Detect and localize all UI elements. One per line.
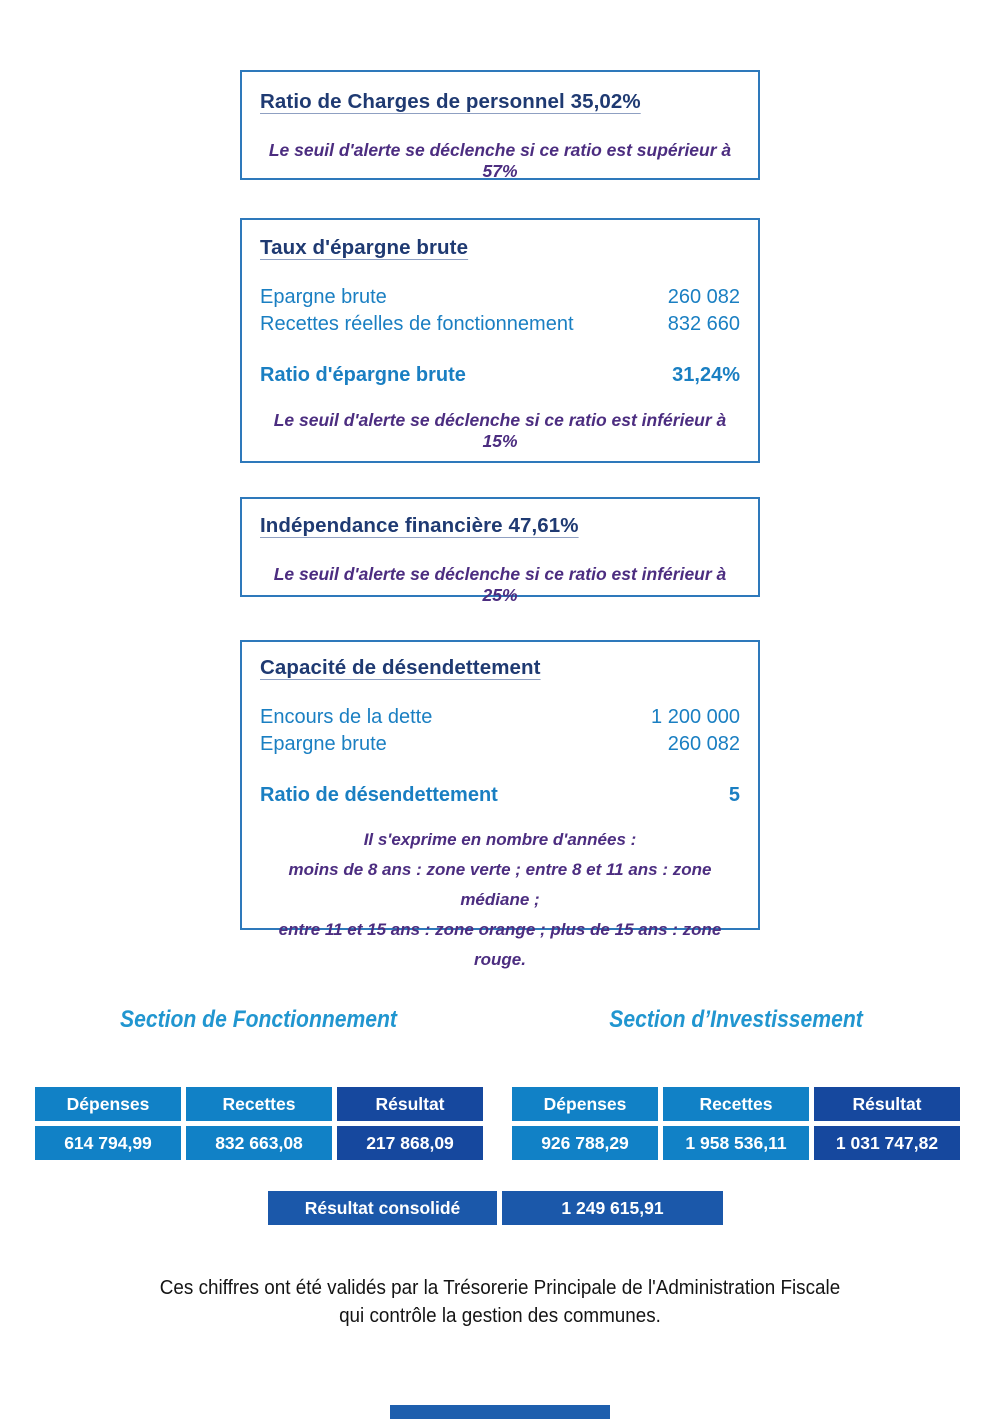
data-row bbox=[260, 731, 740, 758]
years-zones-note bbox=[260, 825, 740, 975]
depenses-value: 926 788,29 bbox=[512, 1126, 658, 1160]
row-value: 260 082 bbox=[667, 733, 740, 755]
recettes-value: 832 663,08 bbox=[186, 1126, 332, 1160]
ratio-value: 31,24% bbox=[672, 364, 740, 386]
alert-threshold-note: Le seuil d'alerte se déclenche si ce ratio est inférieur à 15% bbox=[273, 410, 727, 451]
alert-threshold-note: Le seuil d'alerte se déclenche si ce ratio est inférieur à 25% bbox=[273, 564, 727, 605]
consolidated-result-bar bbox=[268, 1191, 723, 1225]
operating-section-table bbox=[35, 1087, 483, 1160]
alert-threshold-note: Le seuil d'alerte se déclenche si ce ratio est supérieur à 57% bbox=[268, 140, 732, 181]
debt-reduction-capacity-box bbox=[240, 640, 760, 969]
column-header-resultat: Résultat bbox=[814, 1087, 960, 1121]
personnel-charges-ratio-box bbox=[240, 70, 760, 180]
row-label: Epargne brute bbox=[260, 286, 387, 308]
bottom-page-band bbox=[390, 1405, 610, 1419]
row-value: 260 082 bbox=[667, 286, 740, 308]
column-header-recettes: Recettes bbox=[186, 1087, 332, 1121]
column-header-depenses: Dépenses bbox=[35, 1087, 181, 1121]
box-title: Ratio de Charges de personnel 35,02% bbox=[260, 90, 641, 113]
box-title: Indépendance financière 47,61% bbox=[260, 514, 579, 537]
investment-section-table bbox=[512, 1087, 960, 1160]
box-title: Taux d'épargne brute bbox=[260, 236, 469, 259]
gross-savings-rate-box bbox=[240, 218, 760, 463]
note-line: moins de 8 ans : zone verte ; entre 8 et 11 ans : zone médiane ; bbox=[288, 860, 712, 909]
ratio-label: Ratio de désendettement bbox=[260, 784, 498, 806]
investment-section-title: Section d’Investissement bbox=[609, 1006, 863, 1033]
consolidated-result-value: 1 249 615,91 bbox=[502, 1191, 723, 1225]
depenses-value: 614 794,99 bbox=[35, 1126, 181, 1160]
column-header-recettes: Recettes bbox=[663, 1087, 809, 1121]
row-label: Epargne brute bbox=[260, 733, 387, 755]
operating-section-title: Section de Fonctionnement bbox=[120, 1006, 397, 1033]
ratio-label: Ratio d'épargne brute bbox=[260, 364, 466, 386]
ratio-row bbox=[260, 364, 740, 387]
resultat-value: 1 031 747,82 bbox=[814, 1126, 960, 1160]
data-row bbox=[260, 284, 740, 311]
row-value: 832 660 bbox=[667, 313, 740, 335]
ratio-value: 5 bbox=[728, 784, 740, 806]
box-rows bbox=[260, 704, 740, 758]
recettes-value: 1 958 536,11 bbox=[663, 1126, 809, 1160]
row-label: Recettes réelles de fonctionnement bbox=[260, 313, 574, 335]
footer-line: qui contrôle la gestion des communes. bbox=[339, 1304, 661, 1327]
row-value: 1 200 000 bbox=[651, 706, 740, 728]
column-header-resultat: Résultat bbox=[337, 1087, 483, 1121]
ratio-row bbox=[260, 784, 740, 807]
note-line: Il s'exprime en nombre d'années : bbox=[363, 830, 637, 849]
box-title: Capacité de désendettement bbox=[260, 656, 541, 679]
validation-footer-note bbox=[40, 1274, 960, 1330]
financial-independence-box bbox=[240, 497, 760, 605]
box-rows bbox=[260, 284, 740, 338]
resultat-value: 217 868,09 bbox=[337, 1126, 483, 1160]
row-label: Encours de la dette bbox=[260, 706, 433, 728]
note-line: entre 11 et 15 ans : zone orange ; plus de 15 ans : zone rouge. bbox=[278, 920, 722, 969]
data-row bbox=[260, 704, 740, 731]
data-row bbox=[260, 311, 740, 338]
consolidated-result-label: Résultat consolidé bbox=[268, 1191, 497, 1225]
footer-line: Ces chiffres ont été validés par la Trésorerie Principale de l'Administration Fiscale bbox=[159, 1276, 841, 1299]
column-header-depenses: Dépenses bbox=[512, 1087, 658, 1121]
